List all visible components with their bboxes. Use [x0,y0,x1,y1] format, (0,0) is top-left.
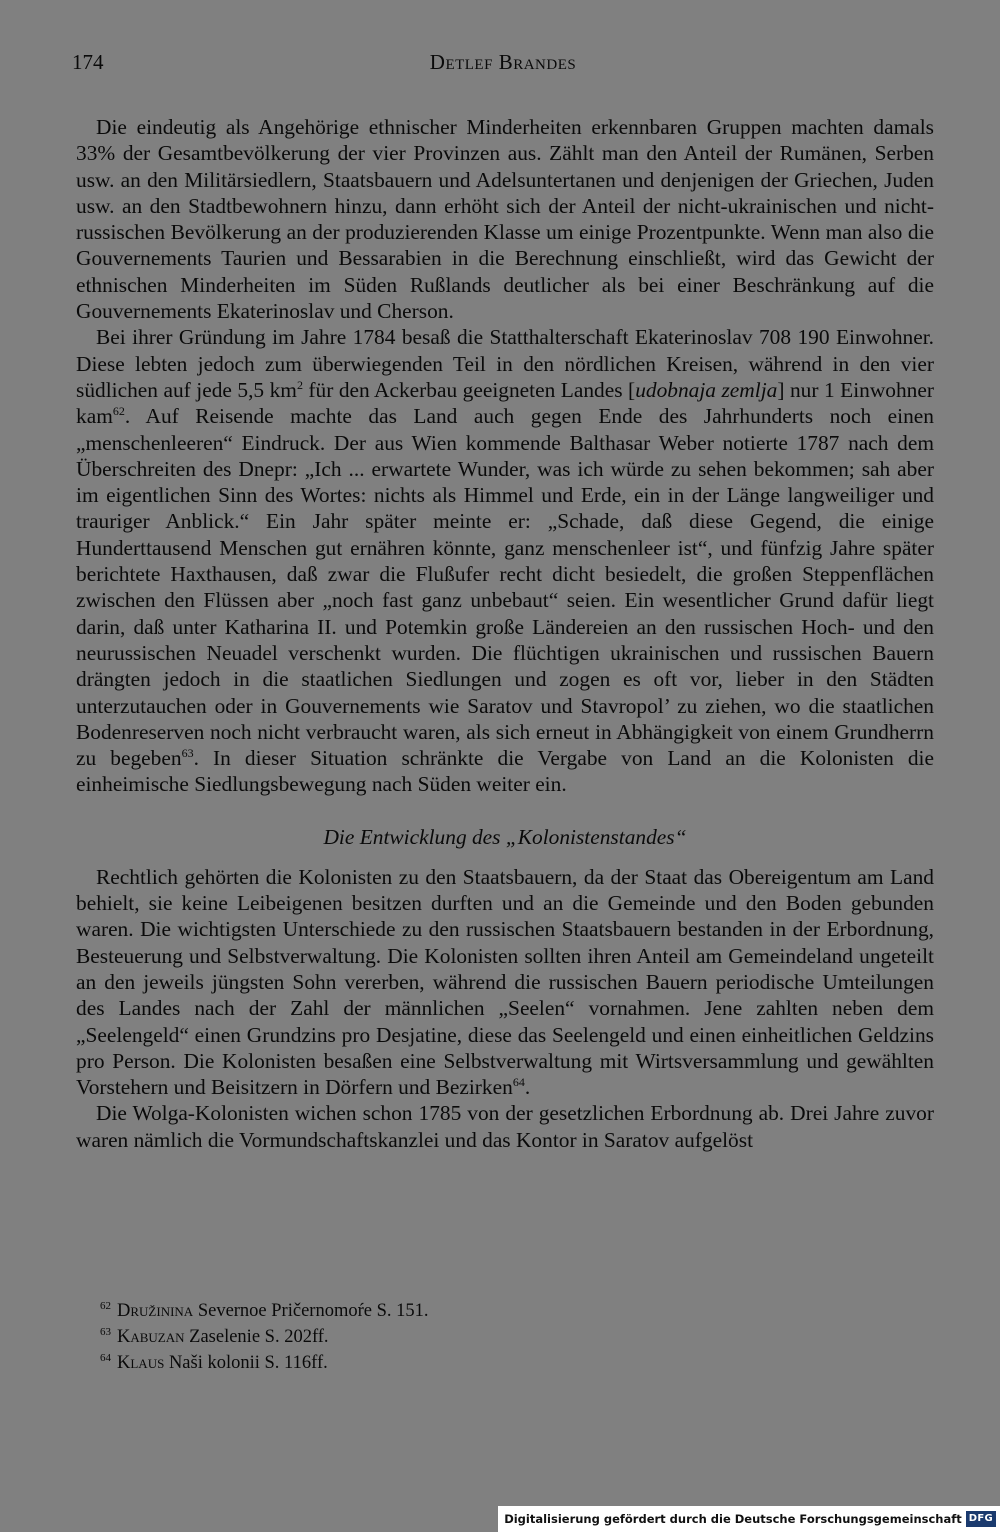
credit-text: Digitalisierung gefördert durch die Deutsche Forschungsgemeinschaft [504,1512,962,1526]
running-title: Detlef Brandes [429,50,577,74]
section-body [76,864,934,1153]
footnote-63: $^{63}$ Kabuzan Zaselenie S. 202ff. [100,1326,329,1348]
page-number: 174 [72,50,104,74]
paragraph-1: Die eindeutig als Angehörige ethnischer Minderheiten erkennbaren Gruppen machten damals 33% der Gesamtbevölkerung der vier Provinzen aus. Zählt man den Anteil der Rumänen, Serben usw. an den Militärsiedlern, Staatsbauern und Adelsuntertanen und denjenigen der Griechen, Juden usw. an den Stadtbewohnern hinzu, dann erhöht sich der Anteil der nicht-ukrainischen und nicht-russischen Bevölkerung an der produzierenden Klasse um einige Prozentpunkte. Wenn man also die Gouvernements Taurien und Bessarabien in die Berechnung einschließt, wird das Gewicht der ethnischen Minderheiten im Süden Rußlands deutlicher als bei einer Beschränkung auf die Gouvernements Ekaterinoslav und Cherson. [76,115,934,324]
superscript: 2 [296,377,303,392]
dfg-logo-icon: DFG [966,1511,996,1527]
footnote-62: $^{62}$ Družinina Severnoe Pričernomoŕe S. 151. [100,1300,429,1322]
digitization-credit [498,1506,1000,1532]
body-text [76,114,934,1153]
footnote-ref-62: 62 [112,404,125,419]
footnotes [100,1296,700,1374]
footnote-64: $^{64}$ Klaus Naši kolonii S. 116ff. [100,1352,328,1374]
footnote-ref-63: 63 [181,746,194,760]
paragraph-3: Rechtlich gehörten die Kolonisten zu den Staatsbauern, da der Staat das Obereigentum am Land behielt, sie keine Leibeigenen besitzen durften und an die Gemeinde und den Boden gebunden waren. Die wichtigsten Unterschiede zu den russischen Staatsbauern bestanden in der Erbordnung, Besteuerung und Selbstverwaltung. Die Kolonisten sollten ihren Anteil am Gemeindeland ungeteilt an den jeweils jüngsten Sohn vererben, während die russischen Bauern periodische Umteilungen des Landes nach der Zahl der männlichen „Seelen“ vornahmen. Jene zahlten neben dem „Seelengeld“ einen Grundzins pro Desjatine, diese das Seelengeld und einen einheitlichen Geldzins pro Person. Die Kolonisten besaßen eine Selbstverwaltung mit Wirtsversammlung und gewählten Vorstehern und Beisitzern in Dörfern und Bezirken$^{64}$. [76,864,934,1100]
italic-term: udobnaja zemlja [635,377,778,402]
paragraph-2: Bei ihrer Gründung im Jahre 1784 besaß die Statthalterschaft Ekaterinoslav 708 190 Einwohner. Diese lebten jedoch zum überwiegenden Teil in den nördlichen Kreisen, während in den vier südlichen auf jede 5,5 $km^2$ für den Ackerbau geeigneten Landes [udobnaja zemlja] nur 1 Einwohner kam$^{62}$. Auf Reisende machte das Land auch gegen Ende des Jahrhunderts noch einen „menschenleeren“ Eindruck. Der aus Wien kommende Balthasar Weber notierte 1787 nach dem Überschreiten des Dnepr: „Ich ... erwartete Wunder, was ich würde zu sehen bekommen; sah aber im eigentlichen Sinn des Wortes: nichts als Himmel und Erde, ein in der Länge langweiliger und trauriger Anblick.“ Ein Jahr später meinte er: „Schade, daß diese Gegend, die einige Hunderttausend Menschen gut ernähren könnte, ganz menschenleer ist“, und fünfzig Jahre später berichtete Haxthausen, daß zwar die Flußufer recht dicht besiedelt, die großen Steppenflächen zwischen den Flüssen aber „noch fast ganz unbebaut“ seien. Ein wesentlicher Grund dafür liegt darin, daß unter Katharina II. und Potemkin große Ländereien an den russischen Hoch- und den neurussischen Neuadel verschenkt wurden. Die flüchtigen ukrainischen und russischen Bauern drängten jedoch in die staatlichen Siedlungen und zogen es oft vor, lieber in den Städten unterzutauchen oder in Gouvernements wie Saratov und Stavropol’ zu ziehen, wo die staatlichen Bodenreserven noch nicht verbraucht waren, als sich erneut in Abhängigkeit von einem Grundherrn zu begeben$^{63}$. In dieser Situation schränkte die Vergabe von Land an die Kolonisten die einheimische Siedlungsbewegung nach Süden weiter ein. [76,325,934,797]
footnote-ref-64: 64 [512,1074,525,1089]
page-header [72,50,934,84]
section-heading: Die Entwicklung des „Kolonistenstandes“ [323,824,687,849]
paragraph-4: Die Wolga-Kolonisten wichen schon 1785 von der gesetzlichen Erbordnung ab. Drei Jahre zuvor waren nämlich die Vormundschaftskanzlei und das Kontor in Saratov aufgelöst [76,1101,934,1152]
